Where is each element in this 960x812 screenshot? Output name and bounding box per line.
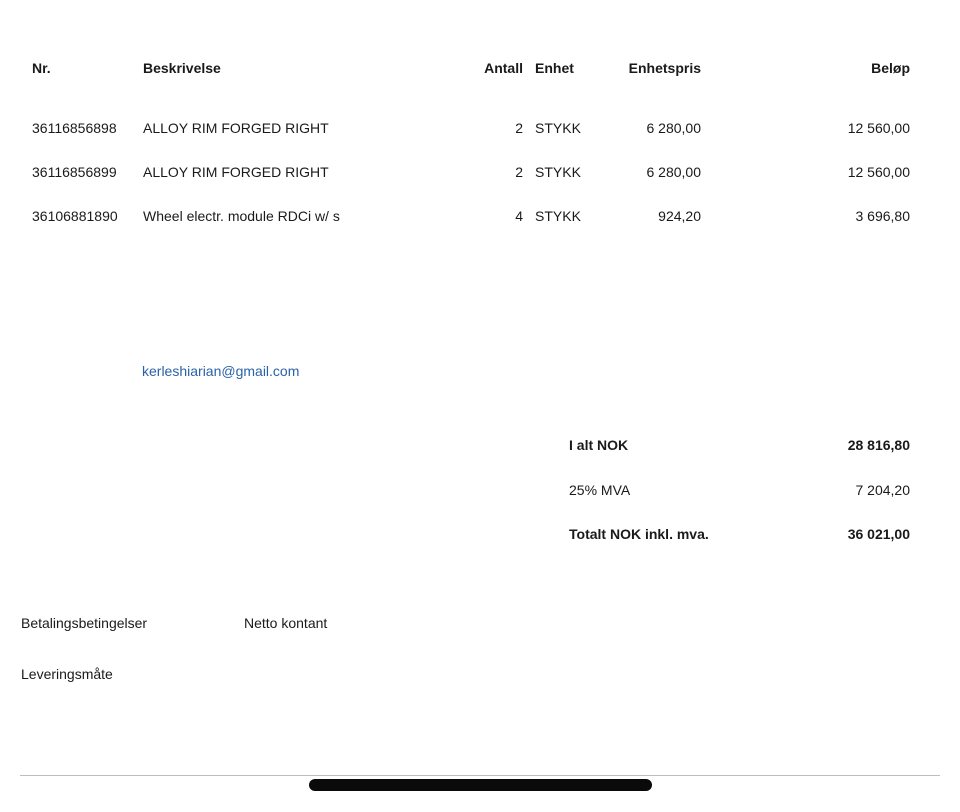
- row-amount: 12 560,00: [847, 120, 910, 136]
- horizontal-scrollbar-thumb[interactable]: [309, 779, 652, 791]
- delivery-method-label: Leveringsmåte: [21, 666, 113, 682]
- row-unit-price: 924,20: [658, 208, 701, 224]
- row-quantity: 4: [515, 208, 523, 224]
- header-description: Beskrivelse: [143, 60, 221, 76]
- row-unit: STYKK: [535, 164, 581, 180]
- page-divider: [20, 775, 940, 776]
- row-nr: 36106881890: [32, 208, 118, 224]
- row-nr: 36116856898: [32, 120, 117, 136]
- row-description: ALLOY RIM FORGED RIGHT: [143, 120, 329, 136]
- payment-terms-label: Betalingsbetingelser: [21, 615, 148, 631]
- total-value: 36 021,00: [847, 526, 910, 542]
- header-unit-price: Enhetspris: [628, 60, 701, 76]
- header-unit: Enhet: [535, 60, 574, 76]
- row-unit: STYKK: [535, 120, 581, 136]
- total-label: Totalt NOK inkl. mva.: [569, 526, 709, 542]
- row-unit: STYKK: [535, 208, 581, 224]
- row-unit-price: 6 280,00: [646, 120, 701, 136]
- row-description: Wheel electr. module RDCi w/ s: [143, 208, 340, 224]
- row-amount: 12 560,00: [847, 164, 910, 180]
- subtotal-label: I alt NOK: [569, 437, 629, 453]
- subtotal-value: 28 816,80: [847, 437, 910, 453]
- header-amount: Beløp: [871, 60, 910, 76]
- row-description: ALLOY RIM FORGED RIGHT: [143, 164, 329, 180]
- vat-value: 7 204,20: [855, 482, 910, 498]
- row-quantity: 2: [515, 164, 523, 180]
- row-amount: 3 696,80: [855, 208, 910, 224]
- header-quantity: Antall: [484, 60, 523, 76]
- vat-label: 25% MVA: [569, 482, 631, 498]
- header-nr: Nr.: [32, 60, 51, 76]
- payment-terms-value: Netto kontant: [244, 615, 328, 631]
- row-unit-price: 6 280,00: [646, 164, 701, 180]
- row-quantity: 2: [515, 120, 523, 136]
- row-nr: 36116856899: [32, 164, 117, 180]
- email-link[interactable]: kerleshiarian@gmail.com: [142, 363, 300, 379]
